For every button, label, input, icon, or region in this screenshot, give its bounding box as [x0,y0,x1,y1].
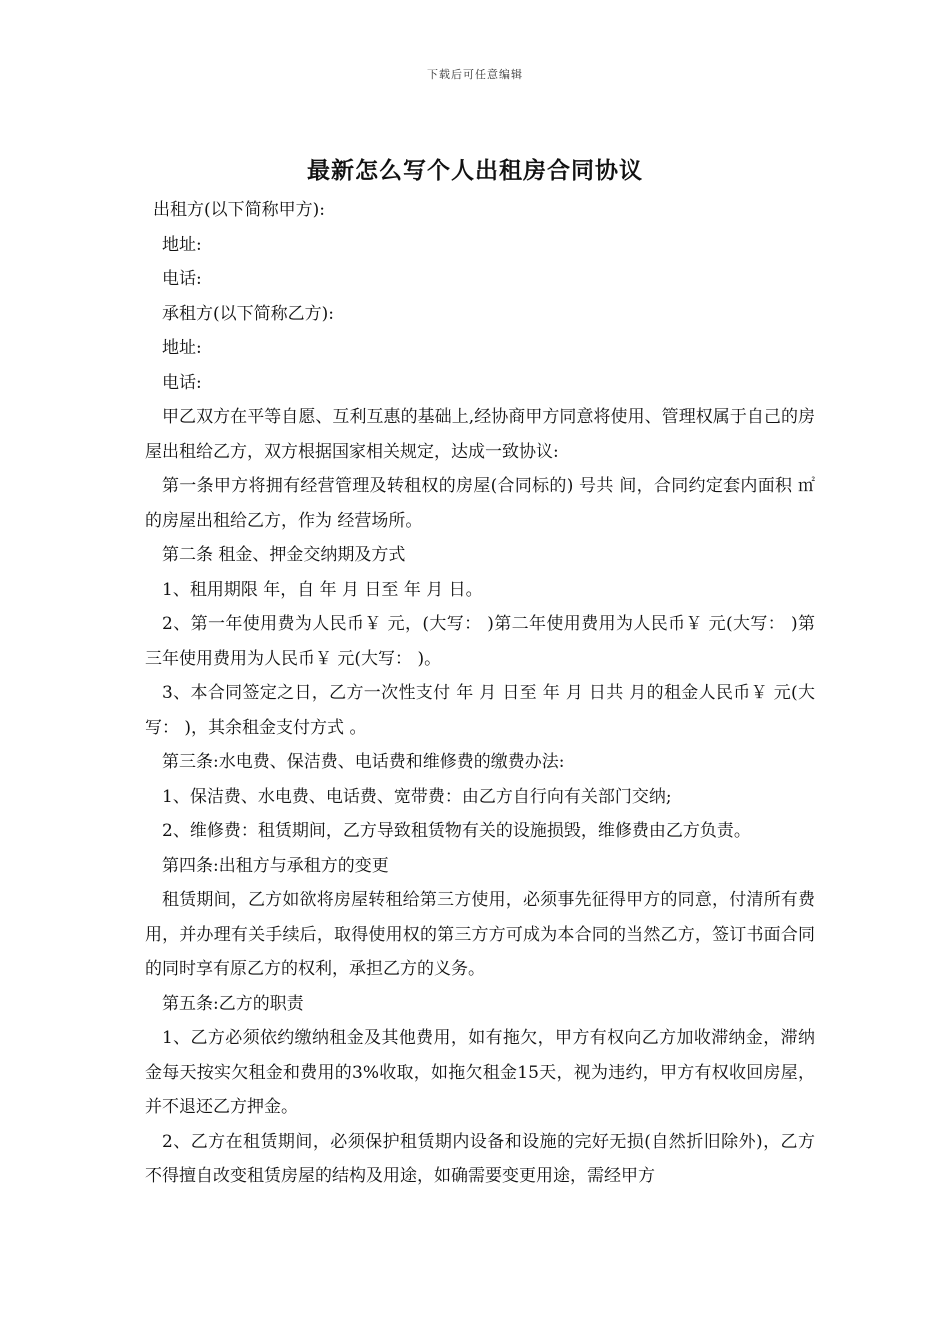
document-title: 最新怎么写个人出租房合同协议 [307,157,643,184]
article-2-heading: 第二条 租金、押金交纳期及方式 [162,545,406,565]
article-2-item-3: 3、本合同签定之日，乙方一次性支付 年 月 日至 年 月 日共 月的租金人民币￥ 元(大写： )，其余租金支付方式 。 [145,683,815,738]
lessor-line: 出租方(以下简称甲方): [153,200,325,220]
article-3-item-1: 1、保洁费、水电费、电话费、宽带费：由乙方自行向有关部门交纳; [162,786,672,807]
article-4-heading: 第四条:出租方与承租方的变更 [162,855,389,876]
article-3-item-2: 2、维修费：租赁期间，乙方导致租赁物有关的设施损毁，维修费由乙方负责。 [162,821,751,841]
lessor-address-line: 地址: [162,234,202,255]
article-2-item-2: 2、第一年使用费为人民币￥ 元，(大写： )第二年使用费用为人民币￥ 元(大写： )第三年使用费用为人民币￥ 元(大写： )。 [145,614,815,669]
article-2-item-1: 1、租用期限 年，自 年 月 日至 年 月 日。 [162,579,483,600]
preamble-paragraph: 甲乙双方在平等自愿、互利互惠的基础上,经协商甲方同意将使用、管理权属于自己的房屋出租给乙方，双方根据国家相关规定，达成一致协议: [145,407,815,462]
document-body [145,193,815,1194]
lessee-address-line: 地址: [162,338,202,358]
article-4-paragraph: 租赁期间，乙方如欲将房屋转租给第三方使用，必须事先征得甲方的同意，付清所有费用，并办理有关手续后，取得使用权的第三方方可成为本合同的当然乙方，签订书面合同的同时享有原乙方的权利，承担乙方的义务。 [145,890,815,979]
article-3-heading: 第三条:水电费、保洁费、电话费和维修费的缴费办法: [162,752,565,772]
lessee-phone-line: 电话: [162,372,202,393]
lessee-line: 承租方(以下简称乙方): [162,303,334,324]
article-5-item-2: 2、乙方在租赁期间，必须保护租赁期内设备和设施的完好无损(自然折旧除外)，乙方不得擅自改变租赁房屋的结构及用途，如确需要变更用途，需经甲方 [145,1131,815,1186]
lessor-phone-line: 电话: [162,269,202,289]
article-5-heading: 第五条:乙方的职责 [162,993,304,1014]
article-5-item-1: 1、乙方必须依约缴纳租金及其他费用，如有拖欠，甲方有权向乙方加收滞纳金，滞纳金每天按实欠租金和费用的3%收取，如拖欠租金15天，视为违约，甲方有权收回房屋，并不退还乙方押金。 [145,1028,815,1117]
header-note: 下载后可任意编辑 [427,68,523,81]
article-1-paragraph: 第一条甲方将拥有经营管理及转租权的房屋(合同标的) 号共 间，合同约定套内面积 ㎡的房屋出租给乙方，作为 经营场所。 [145,476,815,531]
